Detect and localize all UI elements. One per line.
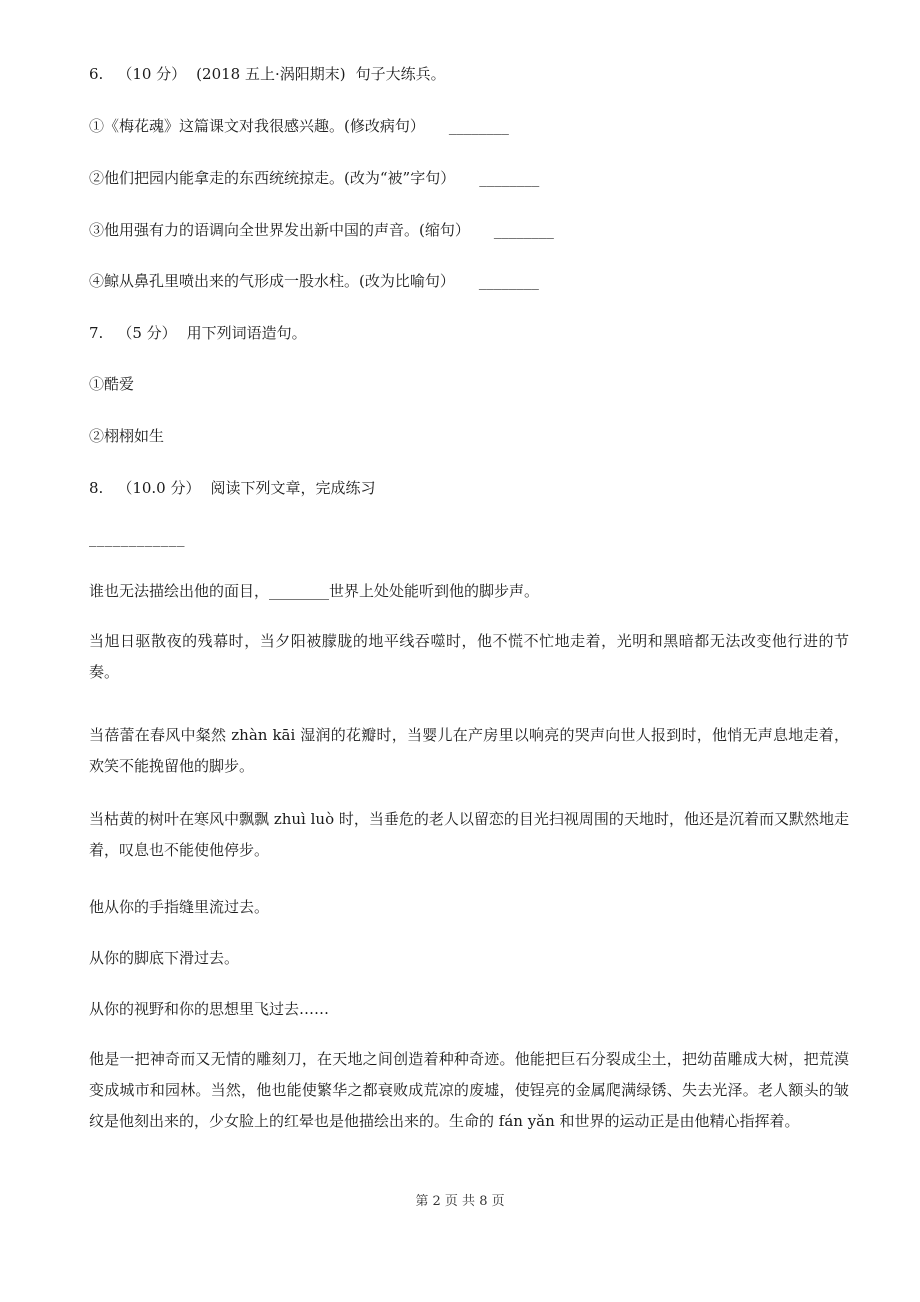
passage-paragraph-7: 从你的视野和你的思想里飞过去……: [89, 1000, 330, 1018]
q6-item-text: ①《梅花魂》这篇课文对我很感兴趣。(修改病句）: [89, 117, 425, 135]
passage-paragraph-6: 从你的脚底下滑过去。: [89, 949, 240, 967]
q8-title: 阅读下列文章，完成练习: [210, 479, 376, 497]
answer-blank[interactable]: ________: [479, 169, 540, 187]
passage-paragraph-1: [89, 581, 539, 601]
q6-score: （10 分）: [117, 65, 187, 83]
q6-item-2: [89, 168, 539, 188]
q7-item-2: ②栩栩如生: [89, 427, 165, 445]
q6-title: 句子大练兵。: [355, 65, 446, 83]
q8-score: （10.0 分）: [117, 479, 201, 497]
paragraph-text: 谁也无法描绘出他的面目，: [89, 582, 270, 600]
passage-paragraph-2: 当旭日驱散夜的残幕时，当夕阳被朦胧的地平线吞噬时，他不慌不忙地走着，光明和黑暗都无法改变他行进的节奏。: [89, 632, 849, 681]
q6-item-1: [89, 116, 509, 136]
paragraph-text: 世界上处处能听到他的脚步声。: [329, 582, 540, 600]
q7-header: [89, 323, 307, 343]
q7-title: 用下列词语造句。: [186, 324, 307, 342]
answer-blank[interactable]: ________: [478, 272, 539, 290]
passage-paragraph-3: 当蓓蕾在春风中粲然 zhàn kāi 湿润的花瓣时，当婴儿在产房里以响亮的哭声向世人报到时，他悄无声息地走着，欢笑不能挽留他的脚步。: [89, 726, 849, 775]
q6-item-text: ②他们把园内能拿走的东西统统掠走。(改为“被”字句）: [89, 169, 456, 187]
answer-blank[interactable]: ________: [493, 221, 554, 239]
q6-number: 6.: [89, 65, 104, 83]
q6-source: (2018 五上·涡阳期末): [196, 65, 346, 83]
q7-item-1: ①酷爱: [89, 375, 135, 393]
q8-header: [89, 478, 376, 498]
q6-item-text: ③他用强有力的语调向全世界发出新中国的声音。(缩句）: [89, 221, 470, 239]
passage-paragraph-8: 他是一把神奇而又无情的雕刻刀，在天地之间创造着种种奇迹。他能把巨石分裂成尘土，把幼苗雕成大树，把荒漠变成城市和园林。当然，他也能使繁华之都衰败成荒凉的废墟，使锃亮的金属爬满绿锈、失去光泽。老人额头的皱纹是他刻出来的，少女脸上的红晕也是他描绘出来的。生命的 fán yǎn 和世界的运动正是由他精心指挥着。: [89, 1050, 849, 1130]
q6-item-3: [89, 220, 554, 240]
passage-title-blank[interactable]: ____________: [89, 529, 185, 547]
q6-item-text: ④鲸从鼻孔里喷出来的气形成一股水柱。(改为比喻句）: [89, 272, 455, 290]
q6-item-4: [89, 271, 539, 291]
passage-paragraph-5: 他从你的手指缝里流过去。: [89, 898, 270, 916]
passage-paragraph-4: 当枯黄的树叶在寒风中飘飘 zhuì luò 时，当垂危的老人以留恋的目光扫视周围的天地时，他还是沉着而又默然地走着，叹息也不能使他停步。: [89, 810, 849, 859]
q7-score: （5 分）: [117, 324, 177, 342]
answer-blank[interactable]: ________: [448, 117, 509, 135]
page-footer: 第 2 页 共 8 页: [415, 1194, 505, 1209]
q8-number: 8.: [89, 479, 104, 497]
q7-number: 7.: [89, 324, 104, 342]
q6-header: [89, 64, 446, 84]
answer-blank[interactable]: ________: [269, 582, 330, 600]
